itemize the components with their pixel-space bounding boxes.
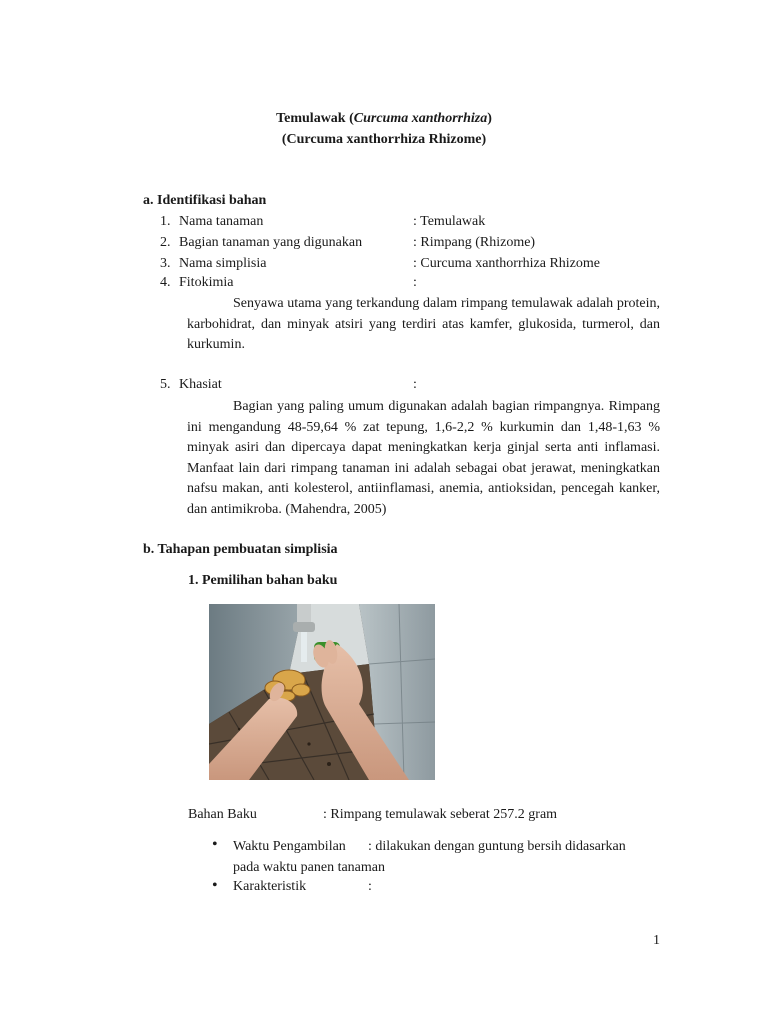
list-item-num: 4. [160,275,171,290]
document-subtitle: (Curcuma xanthorrhiza Rhizome) [281,132,487,147]
step-heading: 1. Pemilihan bahan baku [188,573,338,588]
list-item-num: 2. [160,235,171,250]
fitokimia-paragraph: Senyawa utama yang terkandung dalam rimpang temulawak adalah protein, karbohidrat, dan minyak atsiri yang terdiri atas kamfer, glukosida, turmerol, dan kurkumin. [187,296,660,353]
bullet-label: Waktu Pengambilan [233,839,346,854]
bahan-baku-value: : Rimpang temulawak seberat 257.2 gram [323,807,558,822]
bullet-icon: • [212,836,218,853]
list-item-value: : Curcuma xanthorrhiza Rhizome [413,256,600,271]
section-a-heading: a. Identifikasi bahan [143,193,267,208]
list-item-num: 3. [160,256,171,271]
list-item-value: : Rimpang (Rhizome) [413,235,536,250]
list-item-value: : [413,275,417,290]
list-item-label: Nama tanaman [179,214,264,229]
list-item-label: Fitokimia [179,275,234,290]
list-item-value: : [413,377,417,392]
bullet-label: Karakteristik [233,879,307,894]
bahan-baku-label: Bahan Baku [188,807,257,822]
list-item-label: Bagian tanaman yang digunakan [179,235,363,250]
list-item-label: Nama simplisia [179,256,267,271]
list-item-label: Khasiat [179,377,222,392]
list-item-num: 5. [160,377,171,392]
khasiat-paragraph: Bagian yang paling umum digunakan adalah bagian rimpangnya. Rimpang ini mengandung 48-59,64 % zat tepung, 1,6-2,2 % kurkumin dan 1,48-1,63 % minyak asiri dan dipercaya dapat meningkatkan kerja ginjal serta anti inflamasi. Manfaat lain dari rimpang tanaman ini adalah sebagai obat jerawat, meningkatkan nafsu makan, anti kolesterol, antiinflamasi, anemia, antioksidan, pencegah kanker, dan antimikroba. (Mahendra, 2005) [187,399,660,517]
bullet-value: : dilakukan dengan guntung bersih didasarkan [368,839,626,854]
list-item-value: : Temulawak [413,214,486,229]
page-number: 1 [653,933,660,948]
bullet-icon: • [212,877,218,894]
latin-name: Curcuma xanthorrhiza [353,111,488,126]
list-item-num: 1. [160,214,171,229]
section-b-heading: b. Tahapan pembuatan simplisia [143,542,338,557]
rhizome-washing-photo [209,604,435,780]
bullet-value: : [368,879,372,894]
bullet-continuation: pada waktu panen tanaman [233,860,385,875]
document-title: Temulawak (Curcuma xanthorrhiza) [276,111,492,126]
